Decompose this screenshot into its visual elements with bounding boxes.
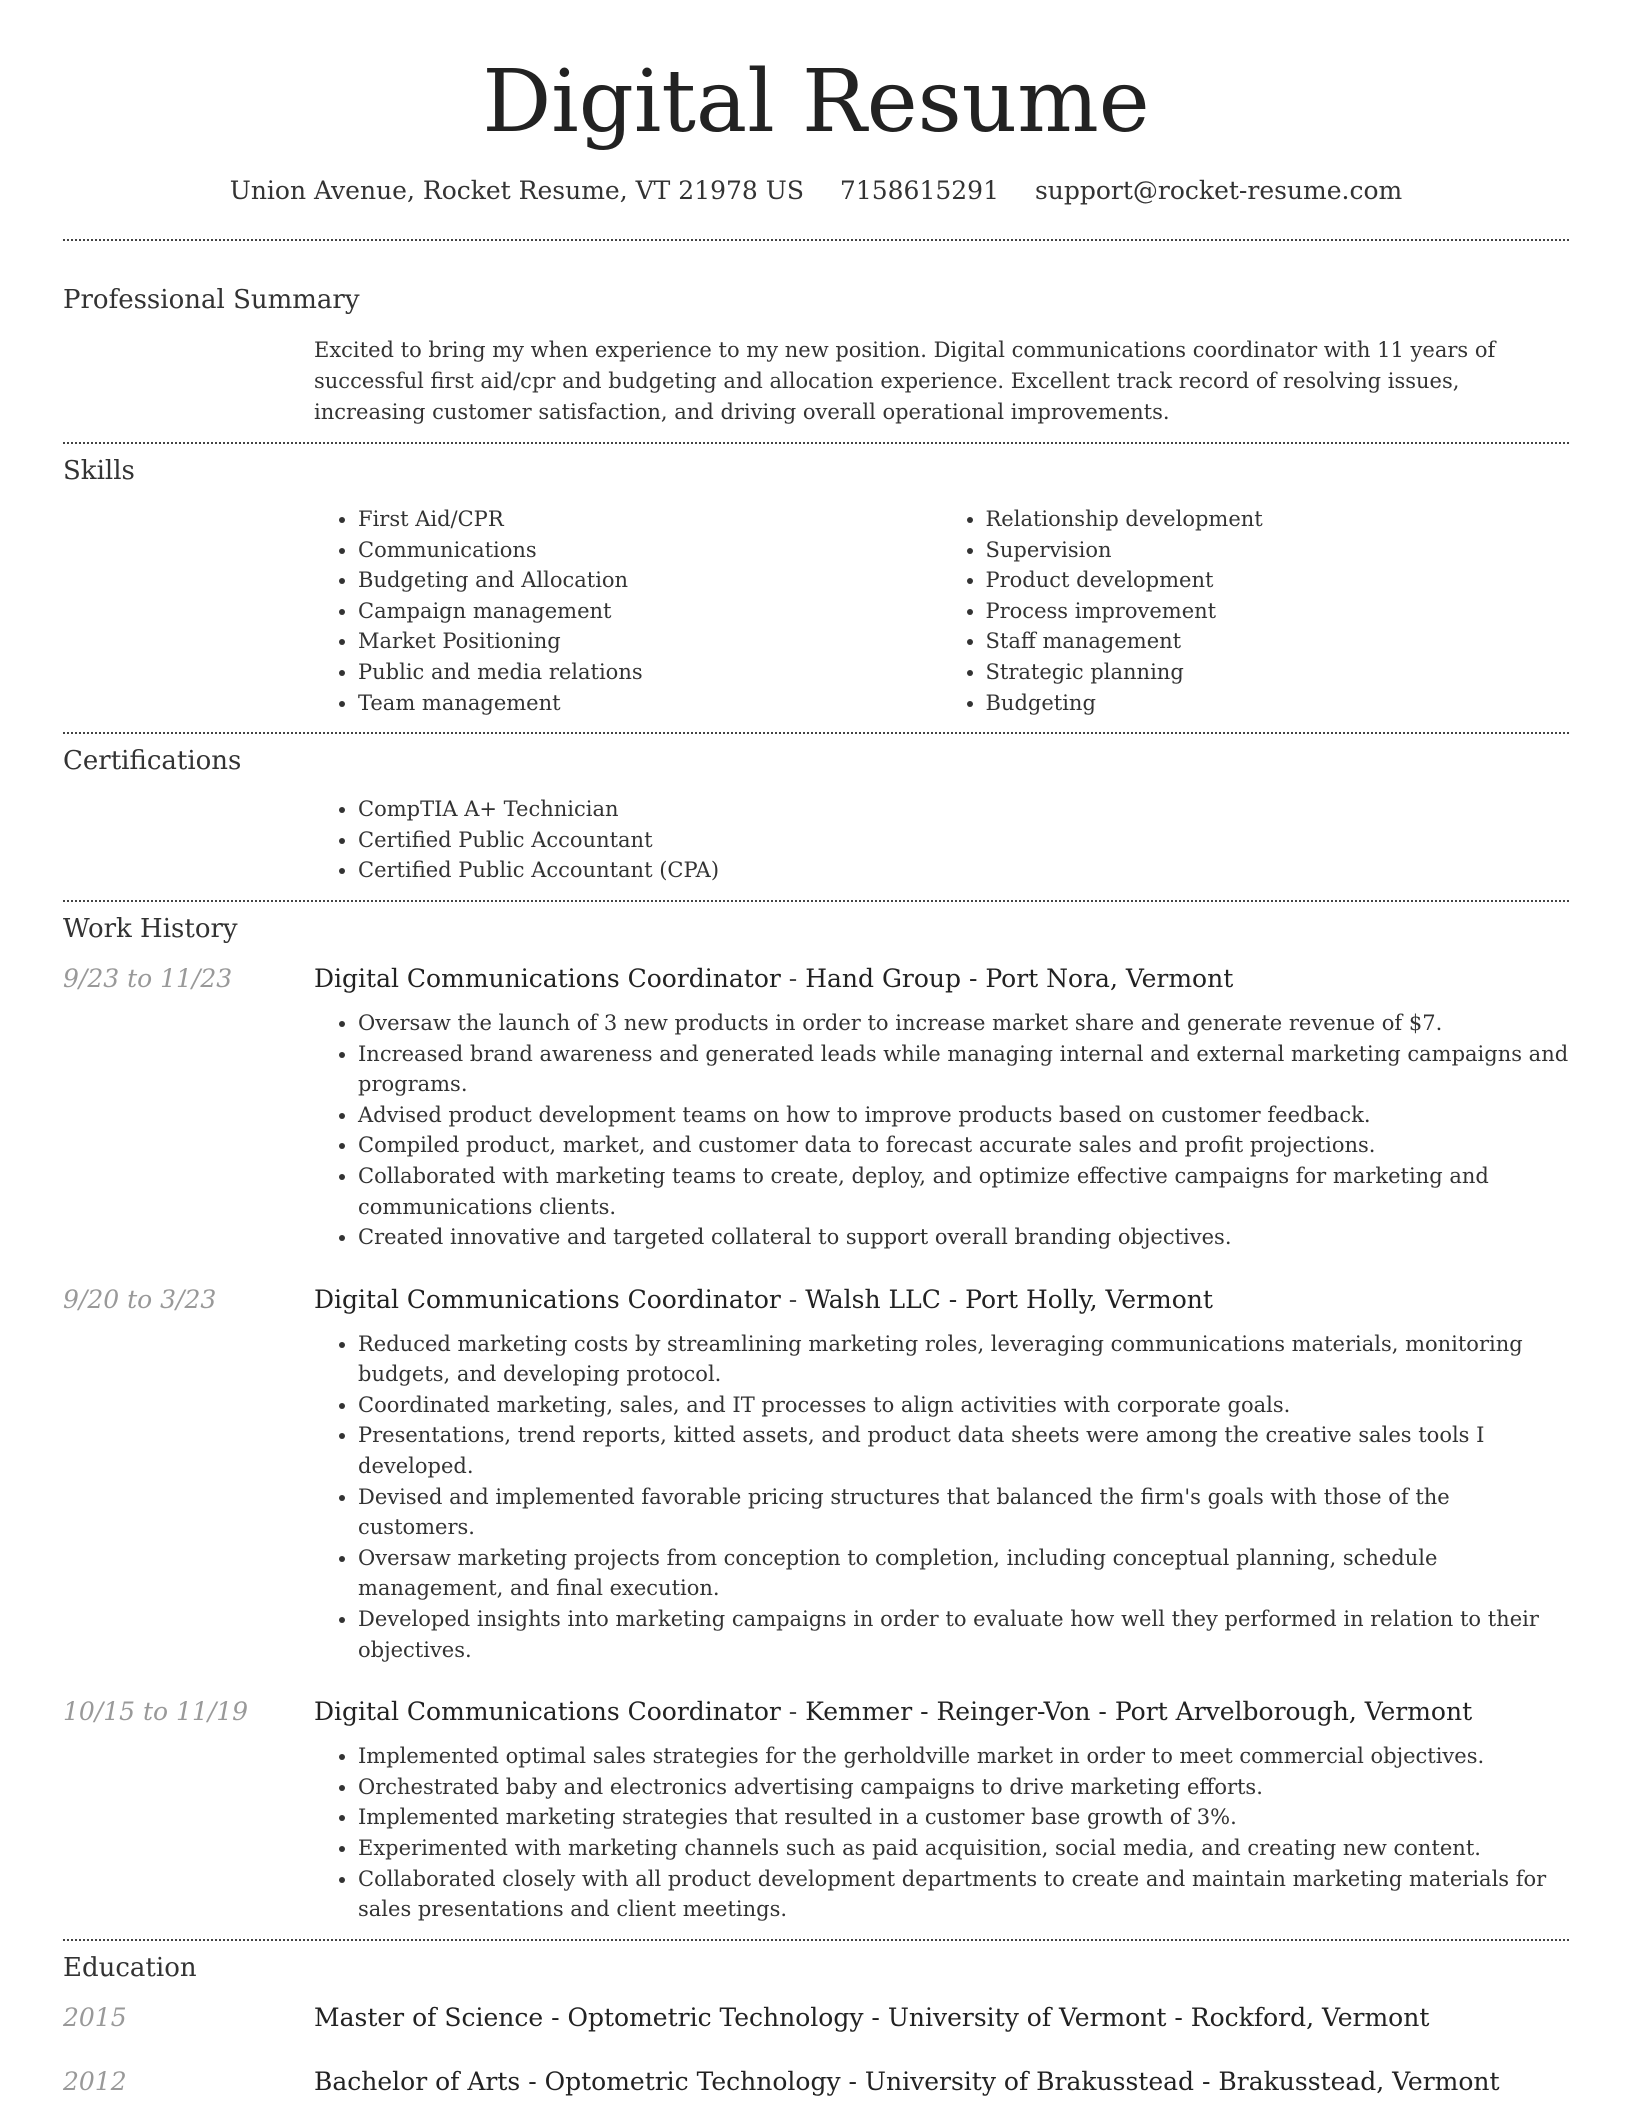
skill-item: • Strategic planning [986,657,1570,688]
job-org: Hand Group - Port Nora, Vermont [805,963,1234,993]
job-role: Digital Communications Coordinator [314,1697,781,1727]
job-title-line: Digital Communications Coordinator - Hand Group - Port Nora, Vermont [314,963,1234,993]
skills-list-right [942,504,1570,718]
skill-item: • First Aid/CPR [358,504,942,535]
contact-phone: 7158615291 [839,176,999,205]
skill-item: • Campaign management [358,596,942,627]
job-bullet: • Collaborated closely with all product development departments to create and maintain marketing materials for sales presentations and client meetings. [358,1864,1569,1925]
skill-item: • Relationship development [986,504,1570,535]
job-entry [63,962,1569,1253]
job-bullet: • Created innovative and targeted collateral to support overall branding objectives. [358,1222,1569,1253]
job-bullet: • Experimented with marketing channels such as paid acquisition, social media, and creating new content. [358,1833,1569,1864]
resume-name: Digital Resume [482,52,1150,152]
skills-columns [314,504,1569,732]
job-bullet: • Collaborated with marketing teams to create, deploy, and optimize effective campaigns for marketing and communications clients. [358,1161,1569,1222]
job-dates: 9/20 to 3/23 [63,1284,217,1314]
job-bullet: • Implemented marketing strategies that resulted in a customer base growth of 3%. [358,1802,1569,1833]
skill-item: • Market Positioning [358,626,942,657]
certification-item: • Certified Public Accountant (CPA) [358,855,1569,886]
job-org: Kemmer - Reinger-Von - Port Arvelborough, Vermont [805,1697,1473,1727]
job-body [314,1695,1569,1925]
skills-list-left [314,504,942,718]
job-bullet: • Advised product development teams on how to improve products based on customer feedback. [358,1100,1569,1131]
skill-item: • Team management [358,688,942,719]
education-section [63,1941,1569,2099]
certification-item: • Certified Public Accountant [358,825,1569,856]
certifications-body [314,794,1569,900]
job-role: Digital Communications Coordinator [314,963,781,993]
job-dates: 9/23 to 11/23 [63,963,233,993]
job-body [314,1283,1569,1666]
contact-email: support@rocket-resume.com [1034,176,1403,205]
job-entry [63,1695,1569,1939]
job-bullet: • Presentations, trend reports, kitted assets, and product data sheets were among the creative sales tools I developed. [358,1420,1569,1481]
job-bullets [314,1741,1569,1925]
skill-item: • Budgeting and Allocation [358,565,942,596]
skills-title: Skills [63,456,135,486]
education-degree: Master of Science - Optometric Technology - University of Vermont - Rockford, Vermont [314,2002,1430,2032]
contact-address: Union Avenue, Rocket Resume, VT 21978 US [229,176,804,205]
job-body [314,962,1569,1253]
summary-text: Excited to bring my when experience to my new position. Digital communications coordinator with 11 years of successful first aid/cpr and budgeting and allocation experience. Excellent track record of resolving issues, increasing customer satisfaction, and driving overall operational improvements. [314,338,1496,424]
certification-item: • CompTIA A+ Technician [358,794,1569,825]
job-bullet: • Reduced marketing costs by streamlining marketing roles, leveraging communications materials, monitoring budgets, and developing protocol. [358,1329,1569,1390]
education-entry [63,2001,1569,2035]
job-entry [63,1283,1569,1666]
certifications-title: Certifications [63,746,242,777]
skill-item: • Process improvement [986,596,1570,627]
job-bullet: • Compiled product, market, and customer data to forecast accurate sales and profit projections. [358,1130,1569,1161]
summary-title: Professional Summary [63,285,360,315]
job-bullet: • Oversaw marketing projects from conception to completion, including conceptual planning, schedule management, and final execution. [358,1543,1569,1604]
work-title: Work History [63,913,238,944]
education-degree: Bachelor of Arts - Optometric Technology - University of Brakusstead - Brakusstead, Vermont [314,2066,1500,2096]
job-bullet: • Implemented optimal sales strategies for the gerholdville market in order to meet commercial objectives. [358,1741,1569,1772]
education-year: 2012 [63,2066,127,2096]
resume-header [0,0,1632,205]
skill-item: • Product development [986,565,1570,596]
summary-section [63,241,1569,442]
certifications-list [314,794,1569,886]
job-bullet: • Devised and implemented favorable pricing structures that balanced the firm's goals with those of the customers. [358,1482,1569,1543]
work-section [63,902,1569,1939]
education-title: Education [63,1952,197,1983]
job-bullet: • Oversaw the launch of 3 new products in order to increase market share and generate revenue of $7. [358,1008,1569,1039]
skill-item: • Staff management [986,626,1570,657]
job-bullet: • Orchestrated baby and electronics advertising campaigns to drive marketing efforts. [358,1772,1569,1803]
contact-line [0,176,1632,205]
certifications-section [63,734,1569,900]
job-title-line: Digital Communications Coordinator - Kemmer - Reinger-Von - Port Arvelborough, Vermont [314,1697,1473,1727]
job-bullet: • Coordinated marketing, sales, and IT processes to align activities with corporate goals. [358,1390,1569,1421]
job-org: Walsh LLC - Port Holly, Vermont [805,1284,1213,1314]
skill-item: • Supervision [986,535,1570,566]
job-title-line: Digital Communications Coordinator - Walsh LLC - Port Holly, Vermont [314,1284,1213,1314]
skill-item: • Communications [358,535,942,566]
skill-item: • Public and media relations [358,657,942,688]
job-bullet: • Increased brand awareness and generated leads while managing internal and external marketing campaigns and programs. [358,1039,1569,1100]
skill-item: • Budgeting [986,688,1570,719]
job-bullets [314,1008,1569,1253]
skills-section [63,444,1569,732]
job-bullets [314,1329,1569,1666]
education-year: 2015 [63,2002,127,2032]
education-entry [63,2065,1569,2099]
job-dates: 10/15 to 11/19 [63,1697,249,1727]
job-role: Digital Communications Coordinator [314,1284,781,1314]
job-bullet: • Developed insights into marketing campaigns in order to evaluate how well they performed in relation to their objectives. [358,1604,1569,1665]
